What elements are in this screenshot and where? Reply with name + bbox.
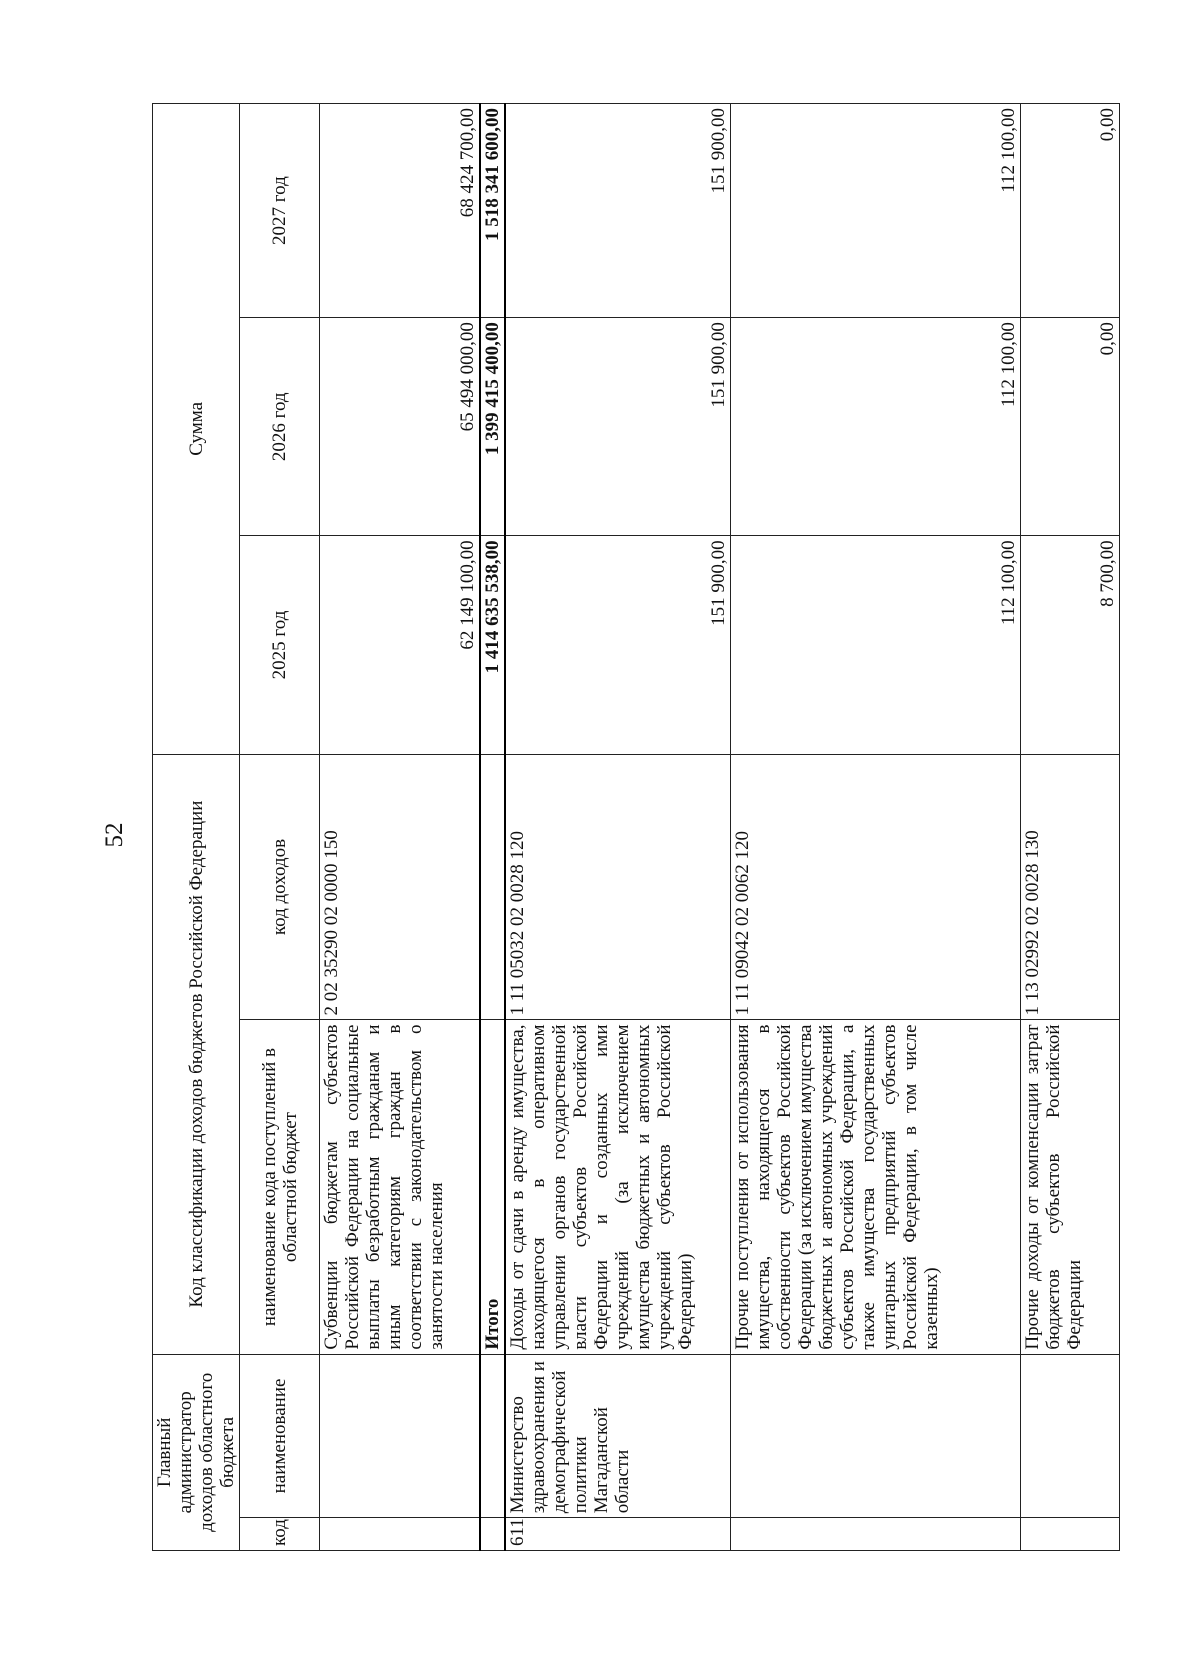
header-sum-group: Сумма <box>153 104 240 755</box>
row-code <box>731 1518 1021 1551</box>
header-name: наименование <box>240 1354 320 1518</box>
row-value-2026: 151 900,00 <box>505 318 731 536</box>
row-name <box>480 1354 505 1518</box>
row-value-2025: 112 100,00 <box>731 536 1021 754</box>
row-revenue-name: Прочие поступления от использования имущества, находящегося в собственности субъектов Российской Федерации (за исключением имущества бюджетных и автономных учреждений субъектов Российской Федерации, а также имущества государственных унитарных предприятий субъектов Российской Федерации, в том числе казенных) <box>731 1020 1021 1354</box>
row-revenue-code: 2 02 35290 02 0000 150 <box>320 754 480 1020</box>
header-code: код <box>240 1518 320 1551</box>
header-revenue-code: код доходов <box>240 754 320 1020</box>
table-row <box>505 104 731 1551</box>
revenue-table <box>152 103 1120 1551</box>
row-revenue-code: 1 11 05032 02 0028 120 <box>505 754 731 1020</box>
row-name <box>731 1354 1021 1518</box>
row-value-2025: 1 414 635 538,00 <box>480 536 505 754</box>
table-row <box>1021 104 1120 1551</box>
row-value-2027: 0,00 <box>1021 104 1120 318</box>
row-value-2025: 151 900,00 <box>505 536 731 754</box>
row-value-2026: 1 399 415 400,00 <box>480 318 505 536</box>
row-revenue-code <box>480 754 505 1020</box>
row-name <box>1021 1354 1120 1518</box>
row-name: Министерство здравоохранения и демографической политики Магаданской области <box>505 1354 731 1518</box>
row-name <box>320 1354 480 1518</box>
row-value-2027: 1 518 341 600,00 <box>480 104 505 318</box>
row-value-2027: 68 424 700,00 <box>320 104 480 318</box>
row-code <box>320 1518 480 1551</box>
row-code: 611 <box>505 1518 731 1551</box>
row-value-2027: 112 100,00 <box>731 104 1021 318</box>
row-value-2026: 112 100,00 <box>731 318 1021 536</box>
row-code <box>1021 1518 1120 1551</box>
header-revenue-name: наименование кода поступлений в областной бюджет <box>240 1020 320 1354</box>
row-revenue-name: Субвенции бюджетам субъектов Российской Федерации на социальные выплаты безработным гражданам и иным категориям граждан в соответствии с законодательством о занятости населения <box>320 1020 480 1354</box>
header-year-2026: 2026 год <box>240 318 320 536</box>
row-revenue-code: 1 11 09042 02 0062 120 <box>731 754 1021 1020</box>
page-number: 52 <box>101 822 128 848</box>
row-revenue-name: Прочие доходы от компенсации затрат бюджетов субъектов Российской Федерации <box>1021 1020 1120 1354</box>
table-row <box>731 104 1021 1551</box>
row-code <box>480 1518 505 1551</box>
header-year-2027: 2027 год <box>240 104 320 318</box>
row-value-2025: 8 700,00 <box>1021 536 1120 754</box>
header-year-2025: 2025 год <box>240 536 320 754</box>
row-revenue-name: Доходы от сдачи в аренду имущества, находящегося в оперативном управлении органов государственной власти субъектов Российской Федерации и созданных ими учреждений (за исключением имущества бюджетных и автономных учреждений субъектов Российской Федерации) <box>505 1020 731 1354</box>
row-revenue-name: Итого <box>480 1020 505 1354</box>
row-revenue-code: 1 13 02992 02 0028 130 <box>1021 754 1120 1020</box>
header-admin-group: Главный администратор доходов областного бюджета <box>153 1354 240 1550</box>
revenue-table-container <box>152 103 1118 1551</box>
header-classification-group: Код классификации доходов бюджетов Российской Федерации <box>153 754 240 1354</box>
row-value-2026: 0,00 <box>1021 318 1120 536</box>
table-row <box>320 104 480 1551</box>
row-value-2025: 62 149 100,00 <box>320 536 480 754</box>
row-value-2027: 151 900,00 <box>505 104 731 318</box>
row-value-2026: 65 494 000,00 <box>320 318 480 536</box>
table-row-total <box>480 104 505 1551</box>
